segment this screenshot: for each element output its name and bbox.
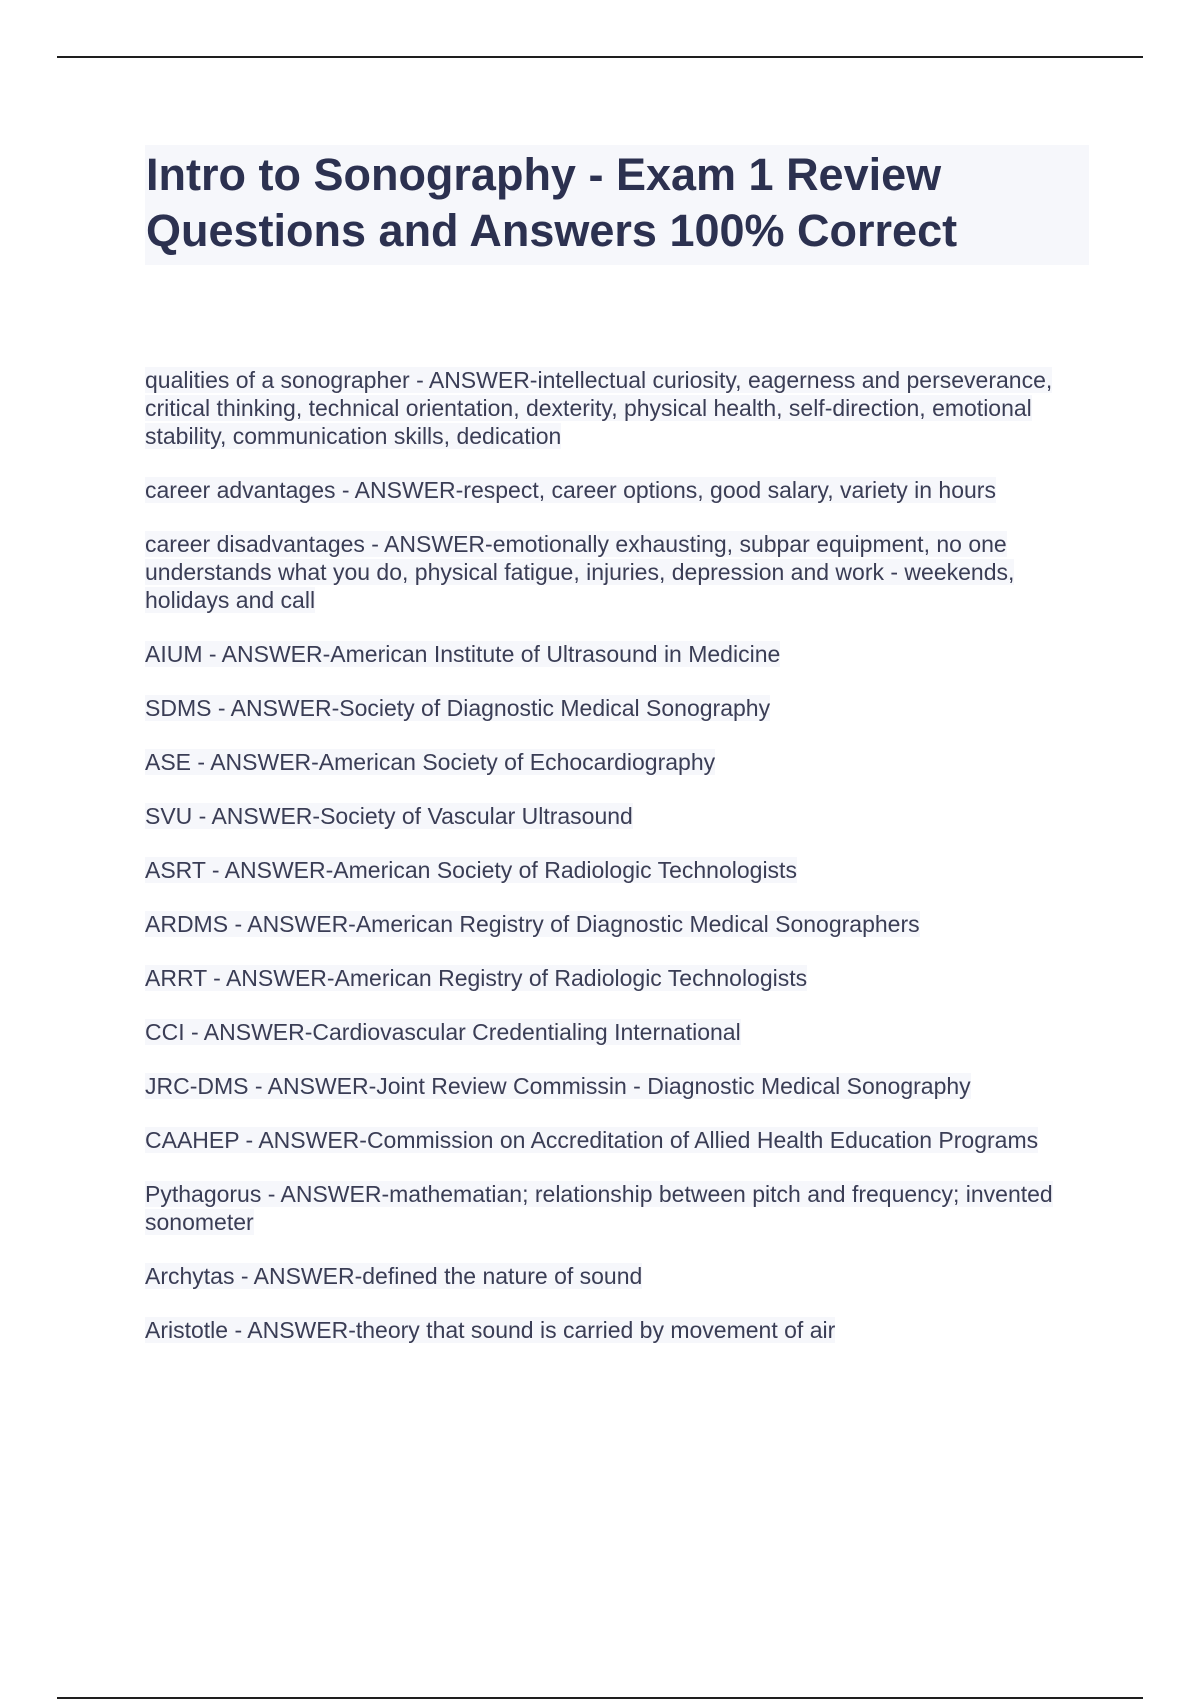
qa-item bbox=[145, 694, 1085, 722]
qa-text: qualities of a sonographer - ANSWER-intellectual curiosity, eagerness and perseverance, critical thinking, technical orientation, dexterity, physical health, self-direction, emotional stability, communication skills, dedication bbox=[145, 367, 1053, 449]
qa-item bbox=[145, 802, 1085, 830]
footer-rule bbox=[57, 1697, 1143, 1699]
qa-item bbox=[145, 1018, 1085, 1046]
qa-item bbox=[145, 1180, 1085, 1236]
qa-item bbox=[145, 910, 1085, 938]
qa-item bbox=[145, 1072, 1085, 1100]
title-block bbox=[145, 145, 1089, 265]
qa-item bbox=[145, 964, 1085, 992]
qa-text: JRC-DMS - ANSWER-Joint Review Commissin - Diagnostic Medical Sonography bbox=[145, 1073, 971, 1099]
qa-item bbox=[145, 476, 1085, 504]
qa-text: ASE - ANSWER-American Society of Echocardiography bbox=[145, 749, 716, 775]
qa-item bbox=[145, 1126, 1085, 1154]
qa-item bbox=[145, 640, 1085, 668]
qa-text: ARRT - ANSWER-American Registry of Radiologic Technologists bbox=[145, 965, 808, 991]
qa-text: ASRT - ANSWER-American Society of Radiologic Technologists bbox=[145, 857, 797, 883]
qa-text: career disadvantages - ANSWER-emotionally exhausting, subpar equipment, no one understands what you do, physical fatigue, injuries, depression and work - weekends, holidays and call bbox=[145, 531, 1015, 613]
qa-list bbox=[145, 366, 1085, 1370]
qa-item bbox=[145, 1262, 1085, 1290]
qa-item bbox=[145, 856, 1085, 884]
qa-text: Aristotle - ANSWER-theory that sound is carried by movement of air bbox=[145, 1317, 836, 1343]
qa-text: ARDMS - ANSWER-American Registry of Diagnostic Medical Sonographers bbox=[145, 911, 920, 937]
qa-text: SVU - ANSWER-Society of Vascular Ultrasound bbox=[145, 803, 633, 829]
header-rule bbox=[57, 56, 1143, 58]
qa-text: Pythagorus - ANSWER-mathematian; relationship between pitch and frequency; invented sonometer bbox=[145, 1181, 1053, 1235]
qa-text: SDMS - ANSWER-Society of Diagnostic Medical Sonography bbox=[145, 695, 771, 721]
qa-item bbox=[145, 530, 1085, 614]
qa-text: Archytas - ANSWER-defined the nature of sound bbox=[145, 1263, 643, 1289]
qa-text: CCI - ANSWER-Cardiovascular Credentialing International bbox=[145, 1019, 741, 1045]
qa-item bbox=[145, 748, 1085, 776]
qa-item bbox=[145, 1316, 1085, 1344]
qa-text: AIUM - ANSWER-American Institute of Ultrasound in Medicine bbox=[145, 641, 781, 667]
qa-text: career advantages - ANSWER-respect, career options, good salary, variety in hours bbox=[145, 477, 996, 503]
qa-text: CAAHEP - ANSWER-Commission on Accreditation of Allied Health Education Programs bbox=[145, 1127, 1039, 1153]
document-title: Intro to Sonography - Exam 1 Review Questions and Answers 100% Correct bbox=[146, 149, 958, 256]
qa-item bbox=[145, 366, 1085, 450]
